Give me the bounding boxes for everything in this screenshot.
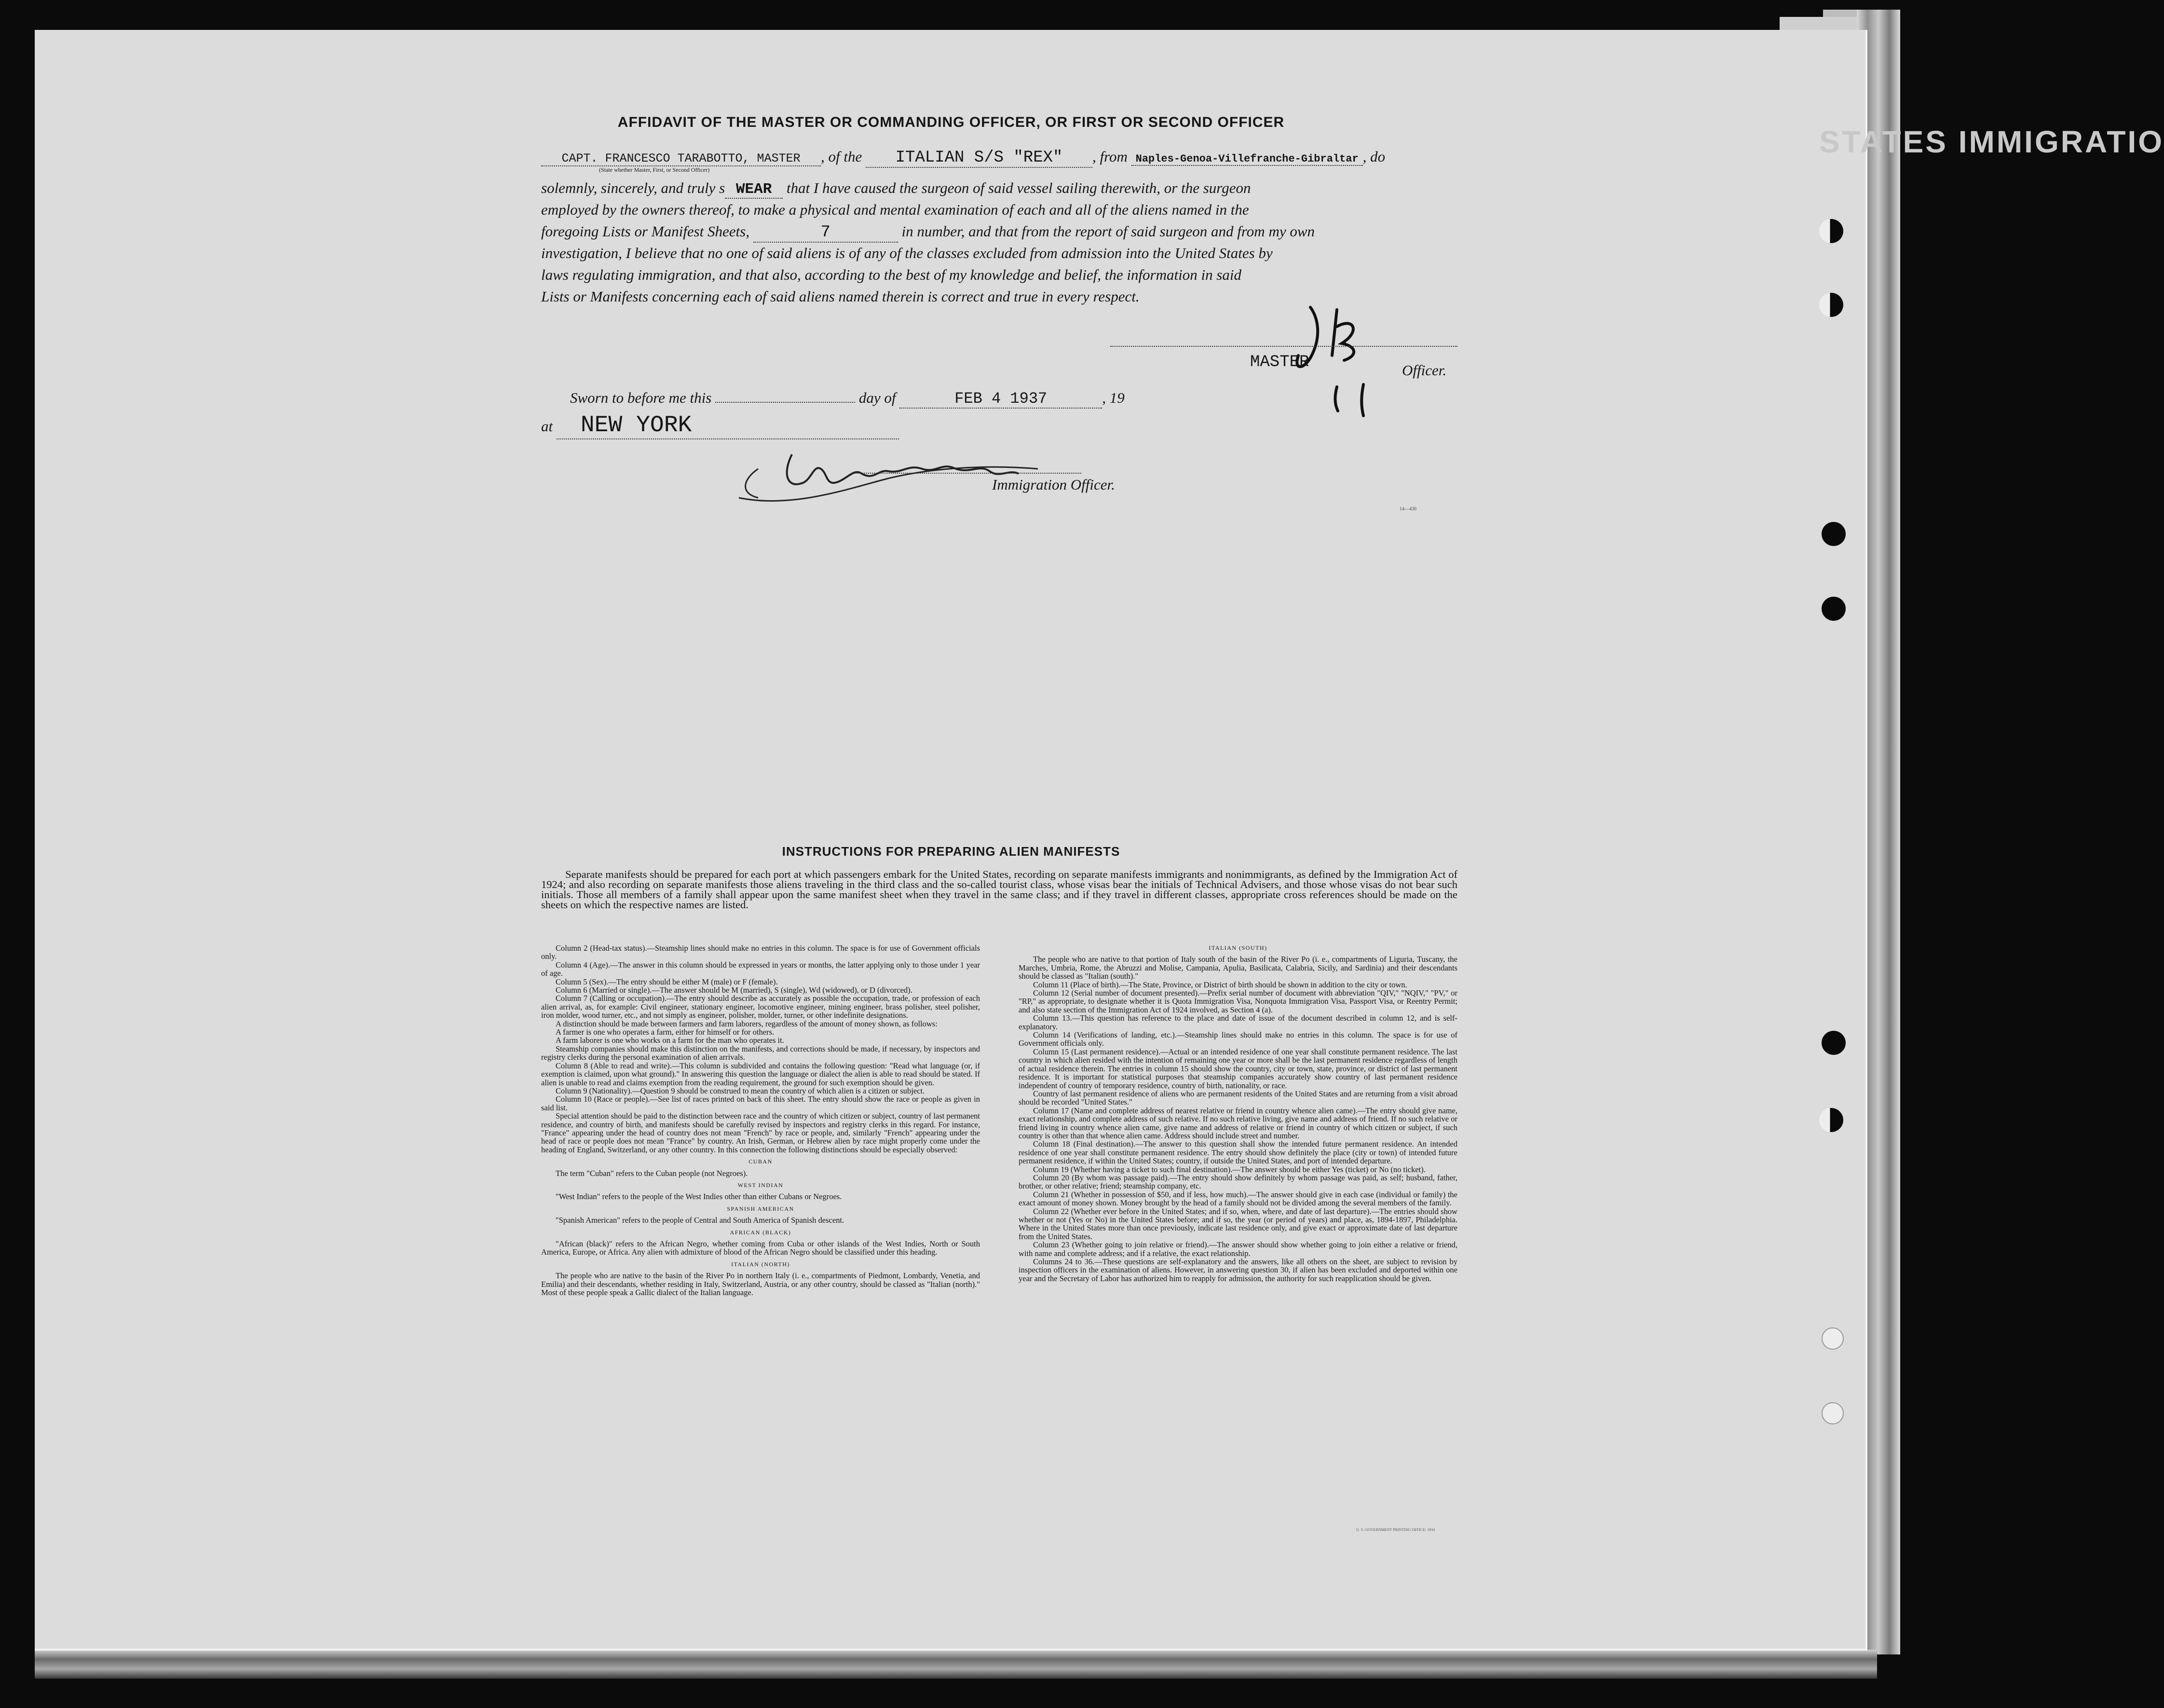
section-heading-italian-north: ITALIAN (NORTH) bbox=[731, 1260, 790, 1268]
sworn-place: NEW YORK bbox=[557, 412, 899, 439]
year-label: , 19 bbox=[1102, 389, 1125, 406]
route: Naples-Genoa-Villefranche-Gibraltar bbox=[1131, 153, 1363, 166]
instruction-paragraph: Steamship companies should make this distinction on the manifests, and corrections should be made, if necessary, by inspectors and registry clerks during the personal examination of alien arrivals. bbox=[541, 1044, 980, 1062]
immigration-signature-line bbox=[855, 473, 1081, 474]
punch-hole-icon bbox=[1819, 293, 1843, 317]
instruction-paragraph: Column 23 (Whether going to join relative or friend).—The answer should show whether going to join either a relative or friend, with name and complete address; and if a relative, the exact relationship. bbox=[1019, 1240, 1457, 1258]
affidavit-line-3: employed by the owners thereof, to make a physical and mental examination of each and all of the aliens named in the bbox=[541, 201, 1249, 218]
label-do: , do bbox=[1362, 148, 1386, 165]
instruction-paragraph: Column 6 (Married or single).—The answer should be M (married), S (single), Wd (widowed), or D (divorced). bbox=[556, 985, 912, 995]
instruction-paragraph: Country of last permanent residence of aliens who are permanent residents of the United States and are returning from a visit abroad should be recorded "United States." bbox=[1019, 1089, 1457, 1107]
affidavit-line-5: investigation, I believe that no one of said aliens is of any of the classes excluded from admission into the United States by bbox=[541, 245, 1273, 261]
vessel-name: ITALIAN S/S "REX" bbox=[866, 149, 1092, 168]
sworn-line bbox=[541, 389, 1216, 409]
punch-hole-icon bbox=[1819, 1108, 1843, 1132]
section-heading-italian-south: ITALIAN (SOUTH) bbox=[1209, 944, 1267, 951]
instruction-paragraph: The term "Cuban" refers to the Cuban people (not Negroes). bbox=[556, 1168, 748, 1178]
instruction-paragraph: Column 18 (Final destination).—The answer to this question shall show the intended future permanent residence. An intended residence of one year shall constitute permanent residence. The entry should show definitely the place (city or town) of intended future permanent residence, if within the United States; country, if outside the United States, and port of intended departure. bbox=[1019, 1139, 1457, 1166]
affidavit-line-7: Lists or Manifests concerning each of said aliens named therein is correct and true in every respect. bbox=[541, 288, 1140, 305]
instructions-right-column bbox=[1019, 944, 1457, 1283]
instruction-paragraph: "African (black)" refers to the African Negro, whether coming from Cuba or other islands of the West Indies, North or South America, Europe, or Africa. Any alien with admixture of blood of the African Negro should be classified under this heading. bbox=[541, 1239, 980, 1257]
line4a: foregoing Lists or Manifest Sheets, bbox=[541, 223, 749, 240]
sworn-label: Sworn to before me this bbox=[570, 389, 712, 406]
form-number: 14—430 bbox=[1400, 506, 1416, 512]
instruction-paragraph: Column 9 (Nationality).—Question 9 should be construed to mean the country of which alien is a citizen or subject. bbox=[556, 1086, 925, 1095]
punch-hole-icon bbox=[1822, 522, 1846, 546]
page-bottom-edge bbox=[35, 1650, 1877, 1679]
officer-caption: (State whether Master, First, or Second Officer) bbox=[599, 166, 710, 173]
officer-name: CAPT. FRANCESCO TARABOTTO, MASTER bbox=[541, 151, 821, 166]
section-heading-spanish-american: SPANISH AMERICAN bbox=[727, 1205, 794, 1212]
instruction-paragraph: Column 21 (Whether in possession of $50, and if less, how much).—The answer should give in each case (individual or family) the exact amount of money shown. Money brought by the head of a family should not be divided among the several members of the family. bbox=[1019, 1189, 1457, 1208]
affidavit-line-1 bbox=[541, 148, 1457, 168]
officer-label: Officer. bbox=[1402, 362, 1447, 379]
instruction-paragraph: Column 7 (Calling or occupation).—The entry should describe as accurately as possible the occupation, trade, or profession of each alien arrival, as, for example: Civil engineer, stationary engineer, locomotive engineer, mining engineer, brass polisher, steel polisher, iron molder, wood turner, etc., and not simply as engineer, polisher, molder, turner, or other indefinite designations. bbox=[541, 994, 980, 1020]
line4b: in number, and that from the report of said surgeon and from my own bbox=[901, 223, 1315, 240]
instructions-title: INSTRUCTIONS FOR PREPARING ALIEN MANIFESTS bbox=[782, 844, 1120, 859]
instruction-paragraph: Column 8 (Able to read and write).—This column is subdivided and contains the following question: "Read what language (or, if exemption is claimed, upon what ground)." In answering this question the language or dialect the alien is able to read should be stated. If alien is unable to read and claims exemption from the reading requirement, the ground for such exemption should be given. bbox=[541, 1061, 980, 1087]
sheet-count: 7 bbox=[753, 223, 898, 243]
printer-imprint: U. S. GOVERNMENT PRINTING OFFICE: 1934 bbox=[1356, 1528, 1435, 1532]
instruction-paragraph: Column 5 (Sex).—The entry should be either M (male) or F (female). bbox=[556, 977, 778, 986]
label-from: , from bbox=[1092, 148, 1128, 165]
affidavit-line-4 bbox=[541, 223, 1457, 243]
affidavit-title: AFFIDAVIT OF THE MASTER OR COMMANDING OFFICER, OR FIRST OR SECOND OFFICER bbox=[617, 114, 1285, 130]
immigration-officer-label: Immigration Officer. bbox=[992, 476, 1115, 493]
instruction-paragraph: Column 14 (Verifications of landing, etc.).—Steamship lines should make no entries in this column. The space is for use of Government officials only. bbox=[1019, 1030, 1457, 1048]
instructions-intro: Separate manifests should be prepared for each port at which passengers embark for the United States, recording on separate manifests immigrants and nonimmigrants, as defined by the Immigration Act of 1924; and also recording on separate manifests those aliens traveling in the third class and the so-called tourist class, whose visas bear the initials of Technical Advisers, and those whose visas do not bear such initials. Those all members of a family shall appear upon the same manifest sheet when they travel in the same class; and if they travel in different classes, appropriate cross references should be made on the sheets on which the respective names are listed. bbox=[541, 868, 1457, 911]
sworn-day-blank bbox=[715, 402, 855, 403]
manifest-page bbox=[35, 30, 2164, 1651]
affidavit-line-6: laws regulating immigration, and that also, according to the best of my knowledge and belief, the information in said bbox=[541, 266, 1242, 283]
at-label: at bbox=[541, 418, 553, 435]
day-label: day of bbox=[858, 389, 896, 406]
instruction-paragraph: A farm laborer is one who works on a farm for the man who operates it. bbox=[556, 1036, 784, 1045]
instruction-paragraph: Column 13.—This question has reference to the place and date of issue of the document described in column 12, and is self-explanatory. bbox=[1019, 1013, 1457, 1031]
instruction-paragraph: Column 4 (Age).—The answer in this column should be expressed in years or months, the latter applying only to those under 1 year of age. bbox=[541, 960, 980, 978]
instruction-paragraph: The people who are native to that portion of Italy south of the basin of the River Po (i. e., compartments of Liguria, Tuscany, the Marches, Umbria, Rome, the Abruzzi and Molise, Campania, Apulia, Basilicata, Calabria, Sicily, and Sardinia) and their descendants should be classed as "Italian (south)." bbox=[1019, 955, 1457, 981]
section-heading-african: AFRICAN (BLACK) bbox=[730, 1229, 791, 1236]
instruction-paragraph: Column 10 (Race or people).—See list of races printed on back of this sheet. The entry should show the race or people as given in said list. bbox=[541, 1094, 980, 1112]
line2a: solemnly, sincerely, and truly s bbox=[541, 179, 725, 196]
swear: WEAR bbox=[725, 181, 783, 199]
line2b: that I have caused the surgeon of said vessel sailing therewith, or the surgeon bbox=[786, 179, 1251, 196]
punch-hole-icon bbox=[1822, 597, 1846, 621]
instruction-paragraph: Column 19 (Whether having a ticket to such final destination).—The answer should be either Yes (ticket) or No (no ticket). bbox=[1033, 1164, 1426, 1174]
section-heading-west-indian: WEST INDIAN bbox=[737, 1181, 784, 1189]
punch-hole-icon bbox=[1822, 1327, 1844, 1350]
instruction-paragraph: Column 15 (Last permanent residence).—Actual or an intended residence of one year shall constitute permanent residence. The last country in which alien resided with the intention of remaining one year or more shall be the last permanent residence regardless of length of actual residence therein. The entries in column 15 should show the country, city or town, state, province, or district of last permanent residence. It is important for statistical purposes that steamship companies accurately show country of last permanent residence independent of country of temporary residence, country of birth, nationality, or race. bbox=[1019, 1047, 1457, 1090]
punch-hole-icon bbox=[1822, 1402, 1844, 1424]
instruction-paragraph: Special attention should be paid to the distinction between race and the country of which citizen or subject, country of last permanent residence, and country of birth, and manifests should be carefully revised by inspectors and registry clerks in this regard. For instance, "France" appearing under the head of country does not mean "French" by race or people, and, similarly "French" appearing under the head of race or people does not mean "France" by country. An Irish, German, or Hebrew alien by race might properly come under the heading of England, Switzerland, or any other country. In this connection the following distinctions should be especially observed: bbox=[541, 1111, 980, 1154]
officer-title: MASTER bbox=[1250, 353, 1309, 371]
instruction-paragraph: Column 2 (Head-tax status).—Steamship lines should make no entries in this column. The space is for use of Government officials only. bbox=[541, 943, 980, 961]
master-signature-line bbox=[1110, 346, 1457, 347]
instruction-paragraph: "West Indian" refers to the people of the West Indies other than either Cubans or Negroes. bbox=[556, 1192, 842, 1202]
section-heading-cuban: CUBAN bbox=[749, 1158, 773, 1165]
punch-hole-icon bbox=[1822, 1031, 1846, 1055]
instructions-left-column bbox=[541, 944, 980, 1297]
instruction-paragraph: A distinction should be made between farmers and farm laborers, regardless of the amount of money shown, as follows: bbox=[556, 1019, 938, 1028]
instruction-paragraph: Column 12 (Serial number of document presented).—Prefix serial number of document with abbreviation "QIV," "NQIV," "PV," or "RP," as appropriate, to designate whether it is Quota Immigration Visa, Nonquota Immigration Visa, Passport Visa, or Reentry Permit; and also state section of the Immigration Act of 1924 involved, as Section 4 (a). bbox=[1019, 988, 1457, 1014]
bleed-through-heading: STATES IMMIGRATIO bbox=[1819, 124, 2164, 159]
instruction-paragraph: "Spanish American" refers to the people of Central and South America of Spanish descent. bbox=[556, 1216, 844, 1225]
sworn-date: FEB 4 1937 bbox=[899, 390, 1102, 409]
instruction-paragraph: The people who are native to the basin of the River Po in northern Italy (i. e., compartments of Piedmont, Lombardy, Venetia, and Emilia) and their descendants, whether residing in Italy, Switzerland, Austria, or any other country, should be classed as "Italian (north)." Most of these people speak a Gallic dialect of the Italian language. bbox=[541, 1271, 980, 1298]
instruction-paragraph: Column 11 (Place of birth).—The State, Province, or District of birth should be shown in addition to the city or town. bbox=[1033, 980, 1407, 989]
punch-hole-icon bbox=[1819, 219, 1843, 243]
instruction-paragraph: Column 22 (Whether ever before in the United States; and if so, when, where, and date of last departure).—The entries should show whether or not (Yes or No) in the United States before; and if so, the year (or period of years) and place, as, 1894-1897, Philadelphia. Where in the United States more than once previously, indicate last residence only, and give exact or approximate date of last departure from the United States. bbox=[1019, 1206, 1457, 1241]
instruction-paragraph: Column 17 (Name and complete address of nearest relative or friend in country whence alien came).—The entry should give name, exact relationship, and complete address of such relative. If no such relative living, give name and address of friend. If no such relative or friend living in country whence alien came, give name and address of relative or friend in country of which citizen or subject, if such country is other than that whence alien came. Address should include street and number. bbox=[1019, 1106, 1457, 1140]
instruction-paragraph: Columns 24 to 36.—These questions are self-explanatory and the answers, like all others on the sheet, are subject to revision by inspection officers in the examination of aliens. However, in answering question 30, if alien has been excluded and deported within one year and the Secretary of Labor has authorized him to reapply for admission, the authority for such reapplication should be given. bbox=[1019, 1257, 1457, 1283]
instruction-paragraph: A farmer is one who operates a farm, either for himself or for others. bbox=[556, 1027, 775, 1037]
label-of-the: , of the bbox=[821, 148, 862, 165]
affidavit-line-2 bbox=[541, 179, 1457, 199]
instruction-paragraph: Column 20 (By whom was passage paid).—The entry should show definitely by whom passage was paid, as self; husband, father, brother, or other relative; friend; steamship company, etc. bbox=[1019, 1173, 1457, 1191]
